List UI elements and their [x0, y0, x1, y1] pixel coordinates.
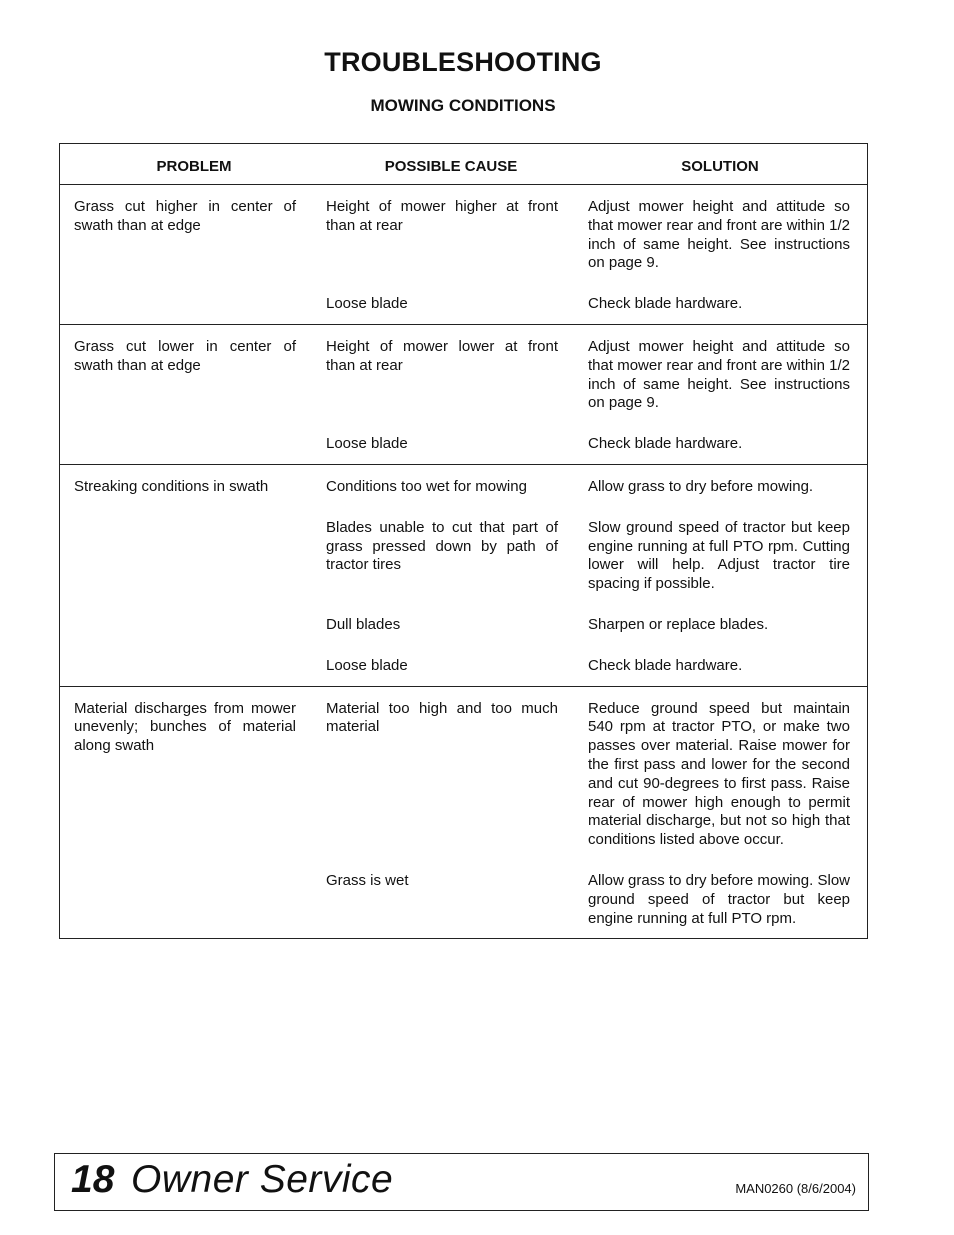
solution-cell: Check blade hardware.	[588, 435, 743, 453]
problem-cell: Material discharges from mower unevenly; bunches of material along swath	[74, 699, 296, 755]
cause-cell: Conditions too wet for mowing	[326, 477, 527, 495]
table-row-group	[60, 325, 867, 465]
column-header-cause: POSSIBLE CAUSE	[384, 158, 518, 175]
table-row	[60, 657, 867, 676]
solution-cell: Reduce ground speed but maintain 540 rpm at tractor PTO, or make two passes over material. Raise mower for the first pass and lower for the second and cut 90-degrees to first pass. Raise rear of mower high enough to permit material discharge, but not so high that conditions listed above occur.	[588, 699, 850, 849]
cause-cell: Height of mower lower at front than at rear	[326, 337, 558, 374]
problem-cell	[74, 657, 296, 676]
problem-cell	[74, 872, 296, 928]
table-row-group	[60, 185, 867, 325]
troubleshooting-table	[59, 143, 868, 939]
solution-cell: Check blade hardware.	[588, 295, 743, 313]
page-footer	[54, 1153, 869, 1211]
cause-cell: Material too high and too much material	[326, 699, 558, 736]
problem-cell: Grass cut higher in center of swath than at edge	[74, 198, 296, 234]
page-number: 18	[71, 1158, 115, 1201]
cause-cell: Grass is wet	[326, 871, 409, 889]
solution-cell: Allow grass to dry before mowing. Slow ground speed of tractor but keep engine running at full PTO rpm.	[588, 871, 850, 927]
table-row	[60, 478, 867, 497]
table-row	[60, 295, 867, 314]
table-row	[60, 616, 867, 635]
table-row	[60, 519, 867, 594]
problem-cell	[74, 295, 296, 314]
table-row	[60, 435, 867, 454]
column-header-problem: PROBLEM	[156, 158, 232, 175]
problem-cell	[74, 435, 296, 454]
cause-cell: Loose blade	[326, 656, 408, 674]
section-subtitle: MOWING CONDITIONS	[370, 96, 556, 115]
column-header-solution: SOLUTION	[681, 158, 759, 175]
page-title: TROUBLESHOOTING	[324, 47, 602, 77]
table-row	[60, 700, 867, 850]
problem-cell	[74, 519, 296, 594]
problem-cell: Grass cut lower in center of swath than at edge	[74, 337, 296, 374]
table-row-group	[60, 687, 867, 939]
solution-cell: Slow ground speed of tractor but keep engine running at full PTO rpm. Cutting lower will help. Adjust tractor tire spacing if possible.	[588, 518, 850, 593]
document-id: MAN0260 (8/6/2004)	[735, 1181, 856, 1196]
table-row-group	[60, 465, 867, 687]
problem-cell: Streaking conditions in swath	[74, 477, 269, 495]
solution-cell: Adjust mower height and attitude so that mower rear and front are within 1/2 inch of same height. See instructions on page 9.	[588, 337, 850, 412]
table-row	[60, 872, 867, 928]
solution-cell: Allow grass to dry before mowing.	[588, 477, 814, 495]
cause-cell: Loose blade	[326, 435, 408, 453]
cause-cell: Blades unable to cut that part of grass pressed down by path of tractor tires	[326, 518, 558, 574]
cause-cell: Loose blade	[326, 295, 408, 313]
table-row	[60, 338, 867, 413]
solution-cell: Check blade hardware.	[588, 656, 743, 674]
cause-cell: Dull blades	[326, 615, 401, 633]
solution-cell: Adjust mower height and attitude so that mower rear and front are within 1/2 inch of same height. See instructions on page 9.	[588, 198, 850, 272]
cause-cell: Height of mower higher at front than at rear	[326, 198, 558, 234]
section-name: Owner Service	[131, 1158, 394, 1201]
table-row	[60, 198, 867, 273]
solution-cell: Sharpen or replace blades.	[588, 615, 769, 633]
table-header	[60, 144, 867, 185]
problem-cell	[74, 616, 296, 635]
